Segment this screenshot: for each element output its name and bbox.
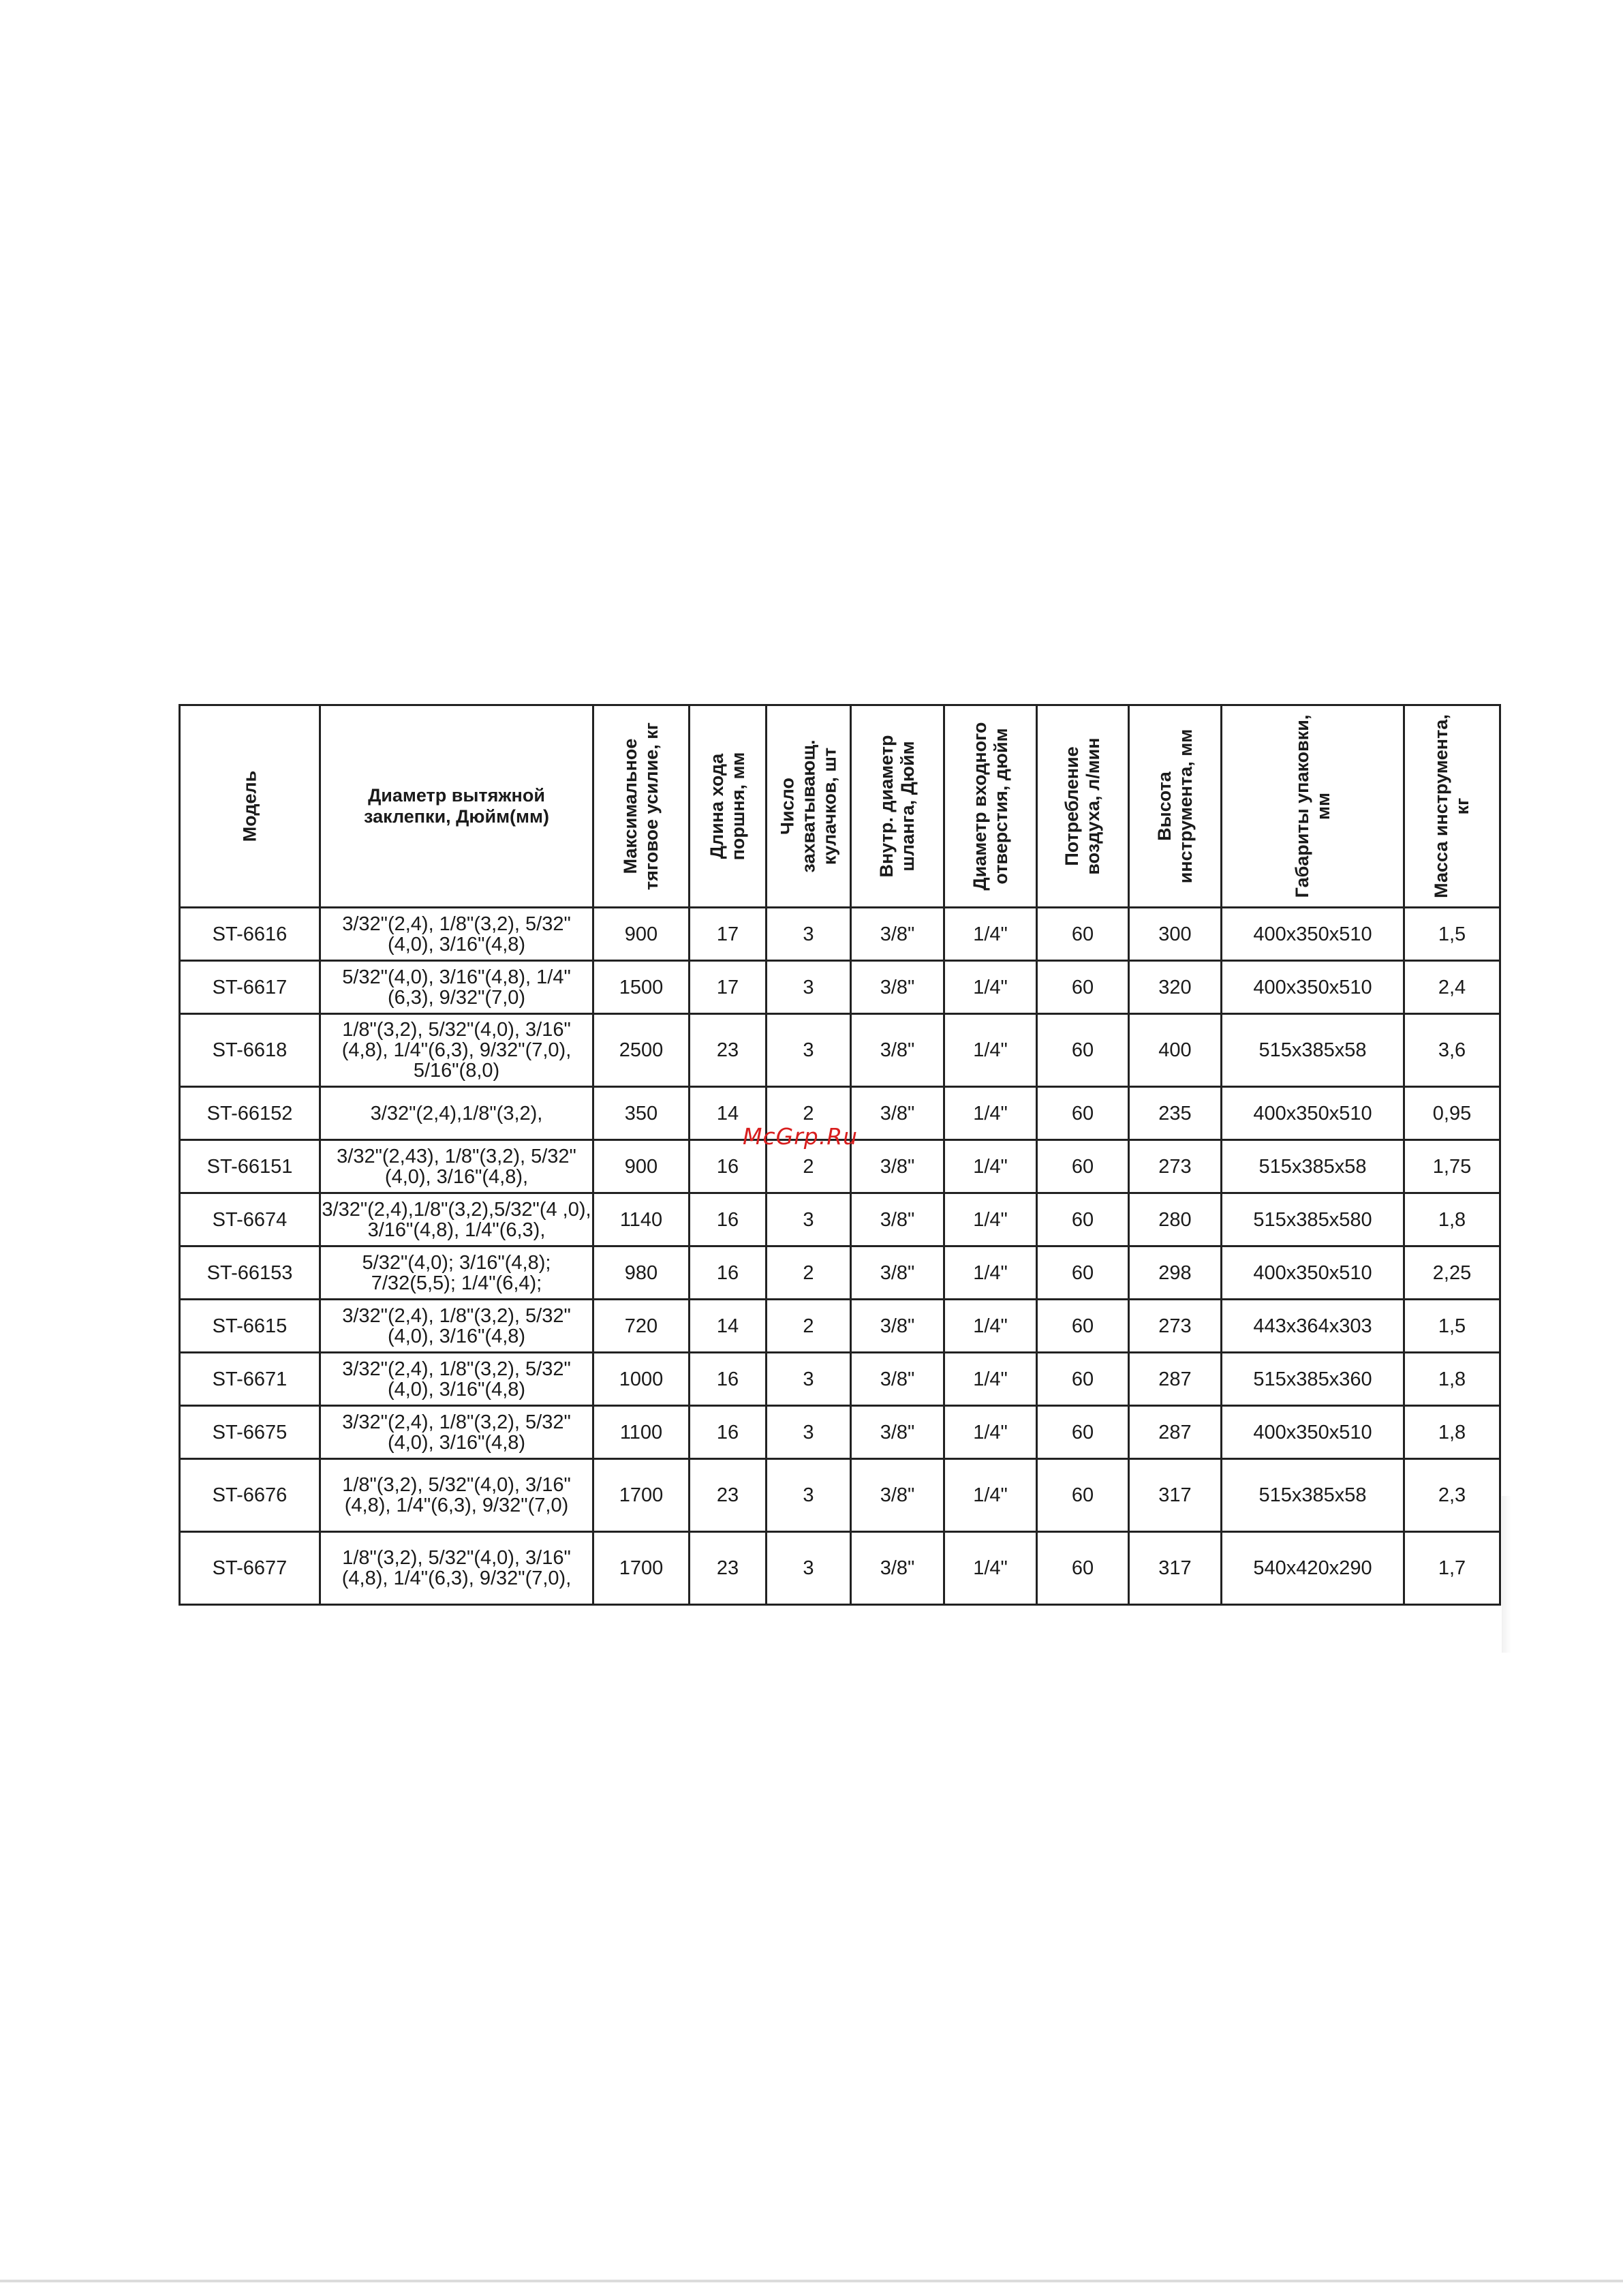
table-cell: 3 bbox=[767, 1014, 851, 1087]
model-cell: ST-66152 bbox=[180, 1087, 320, 1140]
table-cell: 60 bbox=[1037, 1087, 1129, 1140]
specifications-table bbox=[179, 704, 1501, 1606]
table-cell: 1/4" bbox=[944, 1193, 1037, 1246]
table-row bbox=[180, 1459, 1500, 1532]
table-cell: 60 bbox=[1037, 1459, 1129, 1532]
table-cell: 1,5 bbox=[1404, 1300, 1500, 1353]
model-cell: ST-6676 bbox=[180, 1459, 320, 1532]
table-cell: 287 bbox=[1129, 1353, 1222, 1406]
table-cell: 3/8" bbox=[851, 1353, 944, 1406]
table-row bbox=[180, 908, 1500, 961]
table-cell: 3/8" bbox=[851, 1459, 944, 1532]
table-cell: 540x420x290 bbox=[1222, 1532, 1404, 1605]
table-row bbox=[180, 961, 1500, 1014]
header-jaw-count: Число захватывающ. кулачков, шт bbox=[767, 705, 851, 908]
table-cell: 1,8 bbox=[1404, 1406, 1500, 1459]
table-cell: 16 bbox=[690, 1193, 767, 1246]
table-cell: 1700 bbox=[593, 1532, 690, 1605]
table-cell: 3/32"(2,4), 1/8"(3,2), 5/32"(4,0), 3/16"(4,8) bbox=[320, 908, 593, 961]
table-cell: 2,25 bbox=[1404, 1246, 1500, 1300]
table-cell: 1/4" bbox=[944, 1014, 1037, 1087]
table-cell: 2,3 bbox=[1404, 1459, 1500, 1532]
table-cell: 2500 bbox=[593, 1014, 690, 1087]
model-cell: ST-6677 bbox=[180, 1532, 320, 1605]
table-cell: 1/4" bbox=[944, 1406, 1037, 1459]
header-piston-stroke: Длина хода поршня, мм bbox=[690, 705, 767, 908]
model-cell: ST-6616 bbox=[180, 908, 320, 961]
table-cell: 16 bbox=[690, 1406, 767, 1459]
table-cell: 3/32"(2,4), 1/8"(3,2), 5/32"(4,0), 3/16"(4,8) bbox=[320, 1406, 593, 1459]
table-cell: 280 bbox=[1129, 1193, 1222, 1246]
table-cell: 3/8" bbox=[851, 1014, 944, 1087]
table-cell: 515x385x58 bbox=[1222, 1459, 1404, 1532]
table-cell: 1/8"(3,2), 5/32"(4,0), 3/16"(4,8), 1/4"(6,3), 9/32"(7,0), bbox=[320, 1532, 593, 1605]
table-cell: 2 bbox=[767, 1140, 851, 1193]
table-cell: 1000 bbox=[593, 1353, 690, 1406]
header-tool-weight: Масса инструмента, кг bbox=[1404, 705, 1500, 908]
table-cell: 17 bbox=[690, 908, 767, 961]
table-cell: 1/4" bbox=[944, 1300, 1037, 1353]
table-cell: 14 bbox=[690, 1300, 767, 1353]
table-row bbox=[180, 1532, 1500, 1605]
table-cell: 400x350x510 bbox=[1222, 1087, 1404, 1140]
table-cell: 1/8"(3,2), 5/32"(4,0), 3/16"(4,8), 1/4"(6,3), 9/32"(7,0), 5/16"(8,0) bbox=[320, 1014, 593, 1087]
table-cell: 720 bbox=[593, 1300, 690, 1353]
table-cell: 1/4" bbox=[944, 1087, 1037, 1140]
table-cell: 1700 bbox=[593, 1459, 690, 1532]
table-cell: 5/32"(4,0), 3/16"(4,8), 1/4"(6,3), 9/32"(7,0) bbox=[320, 961, 593, 1014]
table-cell: 3 bbox=[767, 1532, 851, 1605]
table-cell: 17 bbox=[690, 961, 767, 1014]
model-cell: ST-66151 bbox=[180, 1140, 320, 1193]
table-cell: 2 bbox=[767, 1246, 851, 1300]
table-cell: 3/8" bbox=[851, 1193, 944, 1246]
table-cell: 3 bbox=[767, 1353, 851, 1406]
table-cell: 515x385x58 bbox=[1222, 1014, 1404, 1087]
table-cell: 3/8" bbox=[851, 1140, 944, 1193]
header-model: Модель bbox=[180, 705, 320, 908]
table-cell: 0,95 bbox=[1404, 1087, 1500, 1140]
table-cell: 900 bbox=[593, 908, 690, 961]
table-cell: 14 bbox=[690, 1087, 767, 1140]
table-cell: 1/4" bbox=[944, 1140, 1037, 1193]
scan-edge-shadow bbox=[1502, 1496, 1511, 1653]
table-row bbox=[180, 1300, 1500, 1353]
model-cell: ST-6617 bbox=[180, 961, 320, 1014]
table-cell: 3/8" bbox=[851, 908, 944, 961]
table-row bbox=[180, 1193, 1500, 1246]
table-cell: 60 bbox=[1037, 961, 1129, 1014]
table-cell: 1/4" bbox=[944, 1246, 1037, 1300]
table-cell: 980 bbox=[593, 1246, 690, 1300]
table-cell: 60 bbox=[1037, 1353, 1129, 1406]
table-cell: 2 bbox=[767, 1300, 851, 1353]
table-cell: 3/32"(2,4), 1/8"(3,2), 5/32"(4,0), 3/16"(4,8) bbox=[320, 1353, 593, 1406]
table-cell: 515x385x58 bbox=[1222, 1140, 1404, 1193]
table-cell: 400x350x510 bbox=[1222, 961, 1404, 1014]
table-cell: 1,5 bbox=[1404, 908, 1500, 961]
table-cell: 3 bbox=[767, 961, 851, 1014]
table-cell: 23 bbox=[690, 1014, 767, 1087]
table-cell: 2 bbox=[767, 1087, 851, 1140]
table-cell: 1,7 bbox=[1404, 1532, 1500, 1605]
table-cell: 1,8 bbox=[1404, 1193, 1500, 1246]
table-cell: 400 bbox=[1129, 1014, 1222, 1087]
table-cell: 60 bbox=[1037, 1300, 1129, 1353]
model-cell: ST-6674 bbox=[180, 1193, 320, 1246]
table-cell: 2,4 bbox=[1404, 961, 1500, 1014]
table-cell: 515x385x360 bbox=[1222, 1353, 1404, 1406]
header-air-consumption: Потребление воздуха, л/мин bbox=[1037, 705, 1129, 908]
table-cell: 3/8" bbox=[851, 1532, 944, 1605]
table-cell: 1/4" bbox=[944, 908, 1037, 961]
table-cell: 3/32"(2,43), 1/8"(3,2), 5/32"(4,0), 3/16"(4,8), bbox=[320, 1140, 593, 1193]
table-body bbox=[180, 908, 1500, 1605]
table-cell: 60 bbox=[1037, 1193, 1129, 1246]
model-cell: ST-6675 bbox=[180, 1406, 320, 1459]
table-cell: 3 bbox=[767, 908, 851, 961]
table-cell: 3/8" bbox=[851, 1246, 944, 1300]
table-cell: 3/8" bbox=[851, 961, 944, 1014]
table-cell: 5/32"(4,0); 3/16"(4,8); 7/32(5,5); 1/4"(6,4); bbox=[320, 1246, 593, 1300]
table-cell: 1/4" bbox=[944, 1353, 1037, 1406]
table-cell: 60 bbox=[1037, 1140, 1129, 1193]
table-cell: 3/32"(2,4), 1/8"(3,2), 5/32"(4,0), 3/16"(4,8) bbox=[320, 1300, 593, 1353]
header-hose-diameter: Внутр. диаметр шланга, Дюйм bbox=[851, 705, 944, 908]
model-cell: ST-6618 bbox=[180, 1014, 320, 1087]
table-cell: 60 bbox=[1037, 1532, 1129, 1605]
table-cell: 400x350x510 bbox=[1222, 1406, 1404, 1459]
table-cell: 515x385x580 bbox=[1222, 1193, 1404, 1246]
table-row bbox=[180, 1406, 1500, 1459]
header-inlet-diameter: Диаметр входного отверстия, дюйм bbox=[944, 705, 1037, 908]
table-cell: 3 bbox=[767, 1193, 851, 1246]
model-cell: ST-6615 bbox=[180, 1300, 320, 1353]
table-cell: 3/32"(2,4),1/8"(3,2),5/32"(4 ,0), 3/16"(4,8), 1/4"(6,3), bbox=[320, 1193, 593, 1246]
table-cell: 900 bbox=[593, 1140, 690, 1193]
table-cell: 1/8"(3,2), 5/32"(4,0), 3/16"(4,8), 1/4"(6,3), 9/32"(7,0) bbox=[320, 1459, 593, 1532]
table-cell: 400x350x510 bbox=[1222, 1246, 1404, 1300]
table-cell: 1/4" bbox=[944, 961, 1037, 1014]
table-cell: 16 bbox=[690, 1140, 767, 1193]
model-cell: ST-66153 bbox=[180, 1246, 320, 1300]
table-cell: 3/32"(2,4),1/8"(3,2), bbox=[320, 1087, 593, 1140]
model-cell: ST-6671 bbox=[180, 1353, 320, 1406]
table-cell: 443x364x303 bbox=[1222, 1300, 1404, 1353]
table-cell: 1100 bbox=[593, 1406, 690, 1459]
header-max-pull-force: Максимальное тяговое усилие, кг bbox=[593, 705, 690, 908]
page-bottom-edge bbox=[0, 2280, 1623, 2282]
table-cell: 1500 bbox=[593, 961, 690, 1014]
table-cell: 300 bbox=[1129, 908, 1222, 961]
table-cell: 317 bbox=[1129, 1459, 1222, 1532]
table-cell: 3 bbox=[767, 1459, 851, 1532]
table-cell: 16 bbox=[690, 1246, 767, 1300]
table-cell: 400x350x510 bbox=[1222, 908, 1404, 961]
table-row bbox=[180, 1014, 1500, 1087]
table-cell: 60 bbox=[1037, 1014, 1129, 1087]
table-cell: 320 bbox=[1129, 961, 1222, 1014]
header-row bbox=[180, 705, 1500, 908]
table-cell: 3/8" bbox=[851, 1406, 944, 1459]
table-cell: 3 bbox=[767, 1406, 851, 1459]
table-cell: 3/8" bbox=[851, 1300, 944, 1353]
table-row bbox=[180, 1246, 1500, 1300]
table-cell: 317 bbox=[1129, 1532, 1222, 1605]
table-cell: 1/4" bbox=[944, 1459, 1037, 1532]
table-cell: 23 bbox=[690, 1532, 767, 1605]
table-cell: 350 bbox=[593, 1087, 690, 1140]
table-cell: 3,6 bbox=[1404, 1014, 1500, 1087]
table-cell: 298 bbox=[1129, 1246, 1222, 1300]
table-cell: 1,75 bbox=[1404, 1140, 1500, 1193]
table-row bbox=[180, 1353, 1500, 1406]
table-cell: 235 bbox=[1129, 1087, 1222, 1140]
table-cell: 273 bbox=[1129, 1140, 1222, 1193]
watermark: McGrp.Ru bbox=[743, 1123, 859, 1150]
table-cell: 16 bbox=[690, 1353, 767, 1406]
header-rivet-diameter: Диаметр вытяжной заклепки, Дюйм(мм) bbox=[320, 705, 593, 908]
table-cell: 60 bbox=[1037, 1406, 1129, 1459]
table-cell: 60 bbox=[1037, 1246, 1129, 1300]
table-cell: 287 bbox=[1129, 1406, 1222, 1459]
table-cell: 273 bbox=[1129, 1300, 1222, 1353]
table-cell: 1140 bbox=[593, 1193, 690, 1246]
table-cell: 1,8 bbox=[1404, 1353, 1500, 1406]
table-cell: 23 bbox=[690, 1459, 767, 1532]
table-cell: 3/8" bbox=[851, 1087, 944, 1140]
table-cell: 60 bbox=[1037, 908, 1129, 961]
table-cell: 1/4" bbox=[944, 1532, 1037, 1605]
header-tool-height: Высота инструмента, мм bbox=[1129, 705, 1222, 908]
header-package-dimensions: Габариты упаковки, мм bbox=[1222, 705, 1404, 908]
